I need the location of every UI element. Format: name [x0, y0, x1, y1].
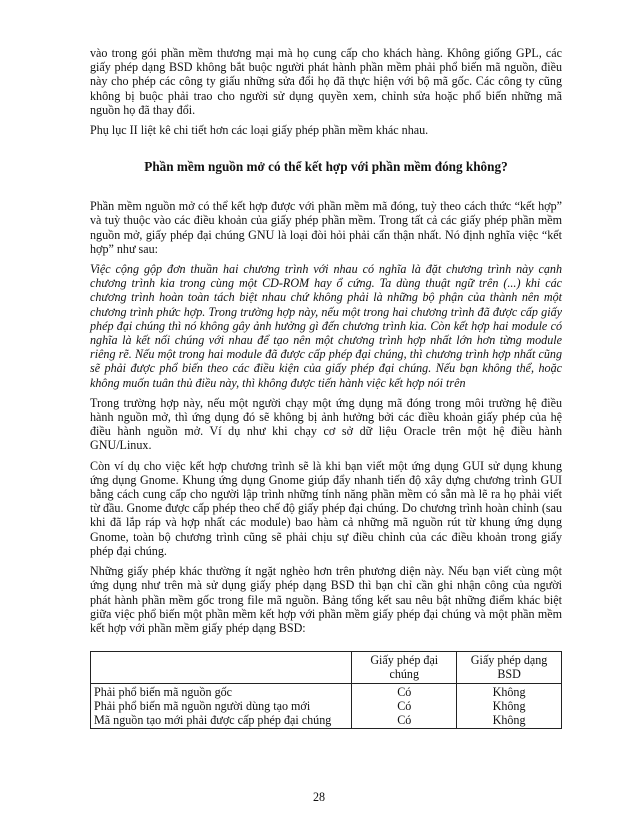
license-comparison-table: [90, 651, 562, 729]
table-header-gpl: Giấy phép đại chúng: [352, 652, 457, 683]
bsd-value: Không: [492, 712, 526, 727]
row-label: Phải phổ biến mã nguồn người dùng tạo mới: [94, 698, 311, 713]
gpl-value: Có: [397, 712, 412, 727]
paragraph-appendix-ref: Phụ lục II liệt kê chi tiết hơn các loại giấy phép phần mềm khác nhau.: [90, 123, 429, 138]
paragraph-gnome-example: Còn ví dụ cho việc kết hợp chương trình sẽ là khi bạn viết một ứng dụng GUI sử dụng khung ứng dụng Gnome. Khung ứng dụng Gnome giúp đẩy nhanh tiến độ xây dựng chương trình GUI bằng cách cung cấp cho người lập trình những tính năng phần mềm có sẵn mà lẽ ra họ phải viết từ đầu. Gnome được cấp phép theo chế độ giấy phép đại chúng. Do chương trình hoàn chỉnh (sau khi đã lắp ráp và hợp nhất các module) bao hàm cả những mã nguồn rút từ khung ứng dụng Gnome, toàn bộ chương trình cũng sẽ phải chịu sự điều chỉnh của các điều khoản trong giấy phép đại chúng.: [90, 458, 562, 558]
row-label: Mã nguồn tạo mới phải được cấp phép đại chúng: [94, 712, 332, 727]
page-number: 28: [312, 790, 326, 804]
document-page: [90, 46, 562, 729]
bsd-value: Không: [492, 698, 526, 713]
section-heading: Phần mềm nguồn mở có thể kết hợp với phần mềm đóng không?: [144, 159, 508, 175]
table-header-bsd: Giấy phép dạng BSD: [457, 652, 562, 683]
table-bsd-values: [457, 683, 562, 729]
table-header-row: [91, 652, 562, 683]
table-header-empty: [91, 652, 352, 683]
paragraph-bsd-comparison: Những giấy phép khác thường ít ngặt nghèo hơn trên phương diện này. Nếu bạn viết cùng một ứng dụng như trên mà sử dụng giấy phép dạng BSD thì bạn chỉ cần ghi nhận công của người phát hành phần mềm gốc trong file mã nguồn. Bảng tổng kết sau nêu bật những điểm khác biệt giữa việc phổ biến một phần mềm kết hợp với phần mềm giấy phép đại chúng và một phần mềm kết hợp với phần mềm giấy phép dạng BSD:: [90, 564, 562, 635]
paragraph-bsd-intro: vào trong gói phần mềm thương mại mà họ cung cấp cho khách hàng. Không giống GPL, các giấy phép dạng BSD không bắt buộc người phát hành phần mềm phải phổ biến mã nguồn, điều này cho phép các công ty giấu những sửa đổi họ đã thực hiện với bộ mã gốc. Các công ty cũng không bị buộc phải trao cho người sử dụng quyền xem, chỉnh sửa hoặc phổ biến những mã nguồn họ đã thay đổi.: [90, 46, 562, 117]
row-label: Phải phổ biến mã nguồn gốc: [94, 684, 233, 699]
table-row-labels: [91, 683, 352, 729]
paragraph-gpl-quote: Việc cộng gộp đơn thuần hai chương trình với nhau có nghĩa là đặt chương trình này cạnh chương trình kia trong cùng một CD-ROM hay ổ cứng. Ta dùng thuật ngữ trên (...) khi các chương trình hoàn toàn tách biệt nhau chứ không phải là những bộ phận của thành nên một chương trình phức hợp. Trong trường hợp này, nếu một trong hai chương trình đã được cấp giấy phép đại chúng thì nó không gây ảnh hưởng gì đến chương trình kia. Còn kết hợp hai module có nghĩa là kết nối chúng với nhau để tạo nên một chương trình hợp nhất lớn hơn từng module riêng rẽ. Nếu một trong hai module đã được cấp phép đại chúng, thì chương trình hợp nhất cũng sẽ phải được phổ biến theo các điều kiện của giấy phép đại chúng. Nếu bạn không thể, hoặc không muốn tuân thủ điều này, thì không được tiến hành việc kết hợp nói trên: [90, 262, 562, 390]
table-gpl-values: [352, 683, 457, 729]
bsd-value: Không: [492, 684, 526, 699]
table-body-row: [91, 683, 562, 729]
gpl-value: Có: [397, 684, 412, 699]
paragraph-combination-intro: Phần mềm nguồn mở có thể kết hợp được với phần mềm mã đóng, tuỳ theo cách thức “kết hợp” và tuỳ thuộc vào các điều khoản của giấy phép phần mềm. Trong tất cả các giấy phép phần mềm nguồn mở, giấy phép đại chúng GNU là loại đòi hỏi phải cẩn thận nhất. Nó định nghĩa việc “kết hợp” như sau:: [90, 199, 562, 256]
paragraph-oracle-example: Trong trường hợp này, nếu một người chạy một ứng dụng mã đóng trong môi trường hệ điều hành nguồn mở, thì ứng dụng đó sẽ không bị ảnh hưởng bởi các điều khoản giấy phép của hệ điều hành nguồn mở. Ví dụ như khi chạy cơ sở dữ liệu Oracle trên một hệ điều hành GNU/Linux.: [90, 395, 562, 453]
gpl-value: Có: [397, 698, 412, 713]
